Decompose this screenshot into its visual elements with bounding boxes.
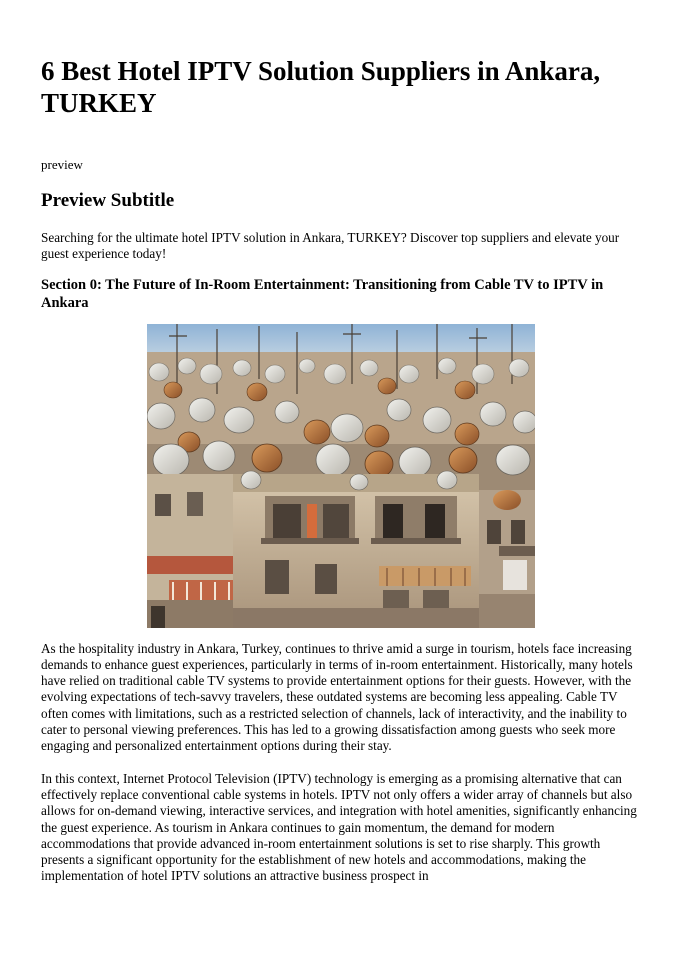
rooftop-satellite-dishes-photo [147,324,535,628]
page-title: 6 Best Hotel IPTV Solution Suppliers in Ankara, TURKEY [41,56,601,118]
document-content [41,55,641,885]
preview-label: preview [41,157,83,172]
body-paragraph-2: In this context, Internet Protocol Television (IPTV) technology is emerging as a promising alternative that can effectively replace conventional cable systems in hotels. IPTV not only offers a wider array of channels but also allows for on-demand viewing, interactive services, and integration with hotel amenities, significantly enhancing the guest experience. As tourism in Ankara continues to gain momentum, the demand for modern accommodations that provide advanced in-room entertainment solutions is set to rise sharply. This growth presents a significant opportunity for the establishment of new hotels and accommodations, making the implementation of hotel IPTV solutions an attractive business prospect in [41,770,637,884]
body-paragraph-1: As the hospitality industry in Ankara, Turkey, continues to thrive amid a surge in tourism, hotels face increasing demands to enhance guest experiences, particularly in terms of in-room entertainment. Historically, many hotels have relied on traditional cable TV systems to provide entertainment options for their guests. However, with the evolving expectations of tech-savvy travelers, these outdated systems are becoming less appealing. Cable TV often comes with limitations, such as a restricted selection of channels, lack of interactivity, and the inability to cater to personal viewing preferences. This has led to a growing dissatisfaction among guests who seek more engaging and personalized entertainment options during their stay. [41,640,633,754]
figure [41,324,641,628]
preview-subtitle: Preview Subtitle [41,190,175,211]
section-heading: Section 0: The Future of In-Room Entertainment: Transitioning from Cable TV to IPTV in Ankara [41,276,604,311]
intro-paragraph: Searching for the ultimate hotel IPTV solution in Ankara, TURKEY? Discover top suppliers and elevate your guest experience today! [41,230,620,262]
